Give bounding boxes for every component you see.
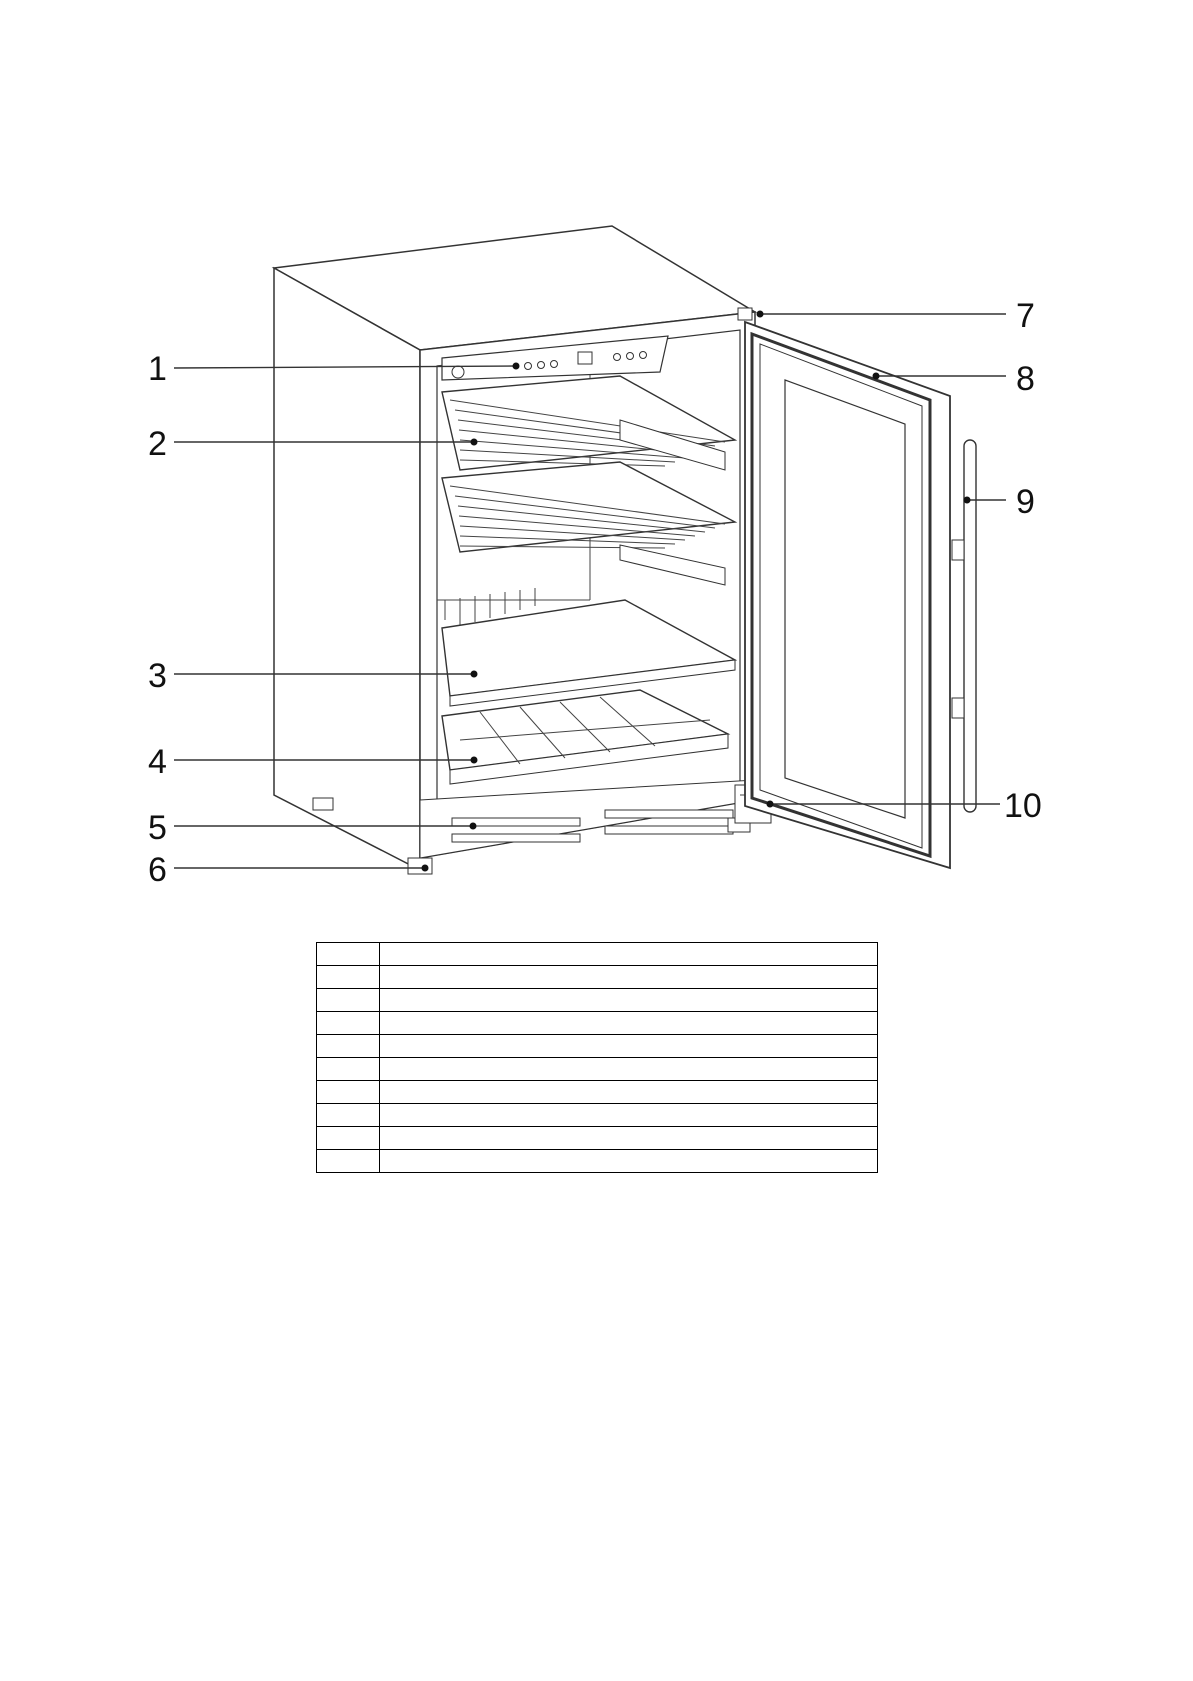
table-row [317,1012,878,1035]
table-row [317,966,878,989]
part-number-cell [317,966,380,989]
part-description-cell [380,1150,878,1173]
callout-2: 2 [148,425,167,463]
part-number-cell [317,1104,380,1127]
part-description-cell [380,1012,878,1035]
part-number-cell [317,1058,380,1081]
callout-4: 4 [148,743,167,781]
part-description-cell [380,1081,878,1104]
part-number-cell [317,1150,380,1173]
door [745,322,950,868]
callout-7: 7 [1016,297,1035,335]
table-row [317,1150,878,1173]
part-number-cell [317,943,380,966]
callout-8: 8 [1016,360,1035,398]
part-description-cell [380,1035,878,1058]
table-row [317,1081,878,1104]
callout-6: 6 [148,851,167,889]
door-handle [952,440,976,812]
part-number-cell [317,1012,380,1035]
part-description-cell [380,943,878,966]
part-number-cell [317,1127,380,1150]
callout-5: 5 [148,809,167,847]
part-description-cell [380,966,878,989]
part-number-cell [317,1081,380,1104]
callout-9: 9 [1016,483,1035,521]
table-row [317,943,878,966]
part-description-cell [380,1127,878,1150]
callout-1: 1 [148,350,167,388]
table-row [317,1127,878,1150]
table-row [317,1058,878,1081]
callout-3: 3 [148,657,167,695]
callout-10: 10 [1004,787,1042,825]
part-description-cell [380,989,878,1012]
part-description-cell [380,1058,878,1081]
table-row [317,1035,878,1058]
part-number-cell [317,989,380,1012]
part-number-cell [317,1035,380,1058]
table-row [317,989,878,1012]
part-description-cell [380,1104,878,1127]
table-row [317,1104,878,1127]
parts-table [316,942,878,1173]
